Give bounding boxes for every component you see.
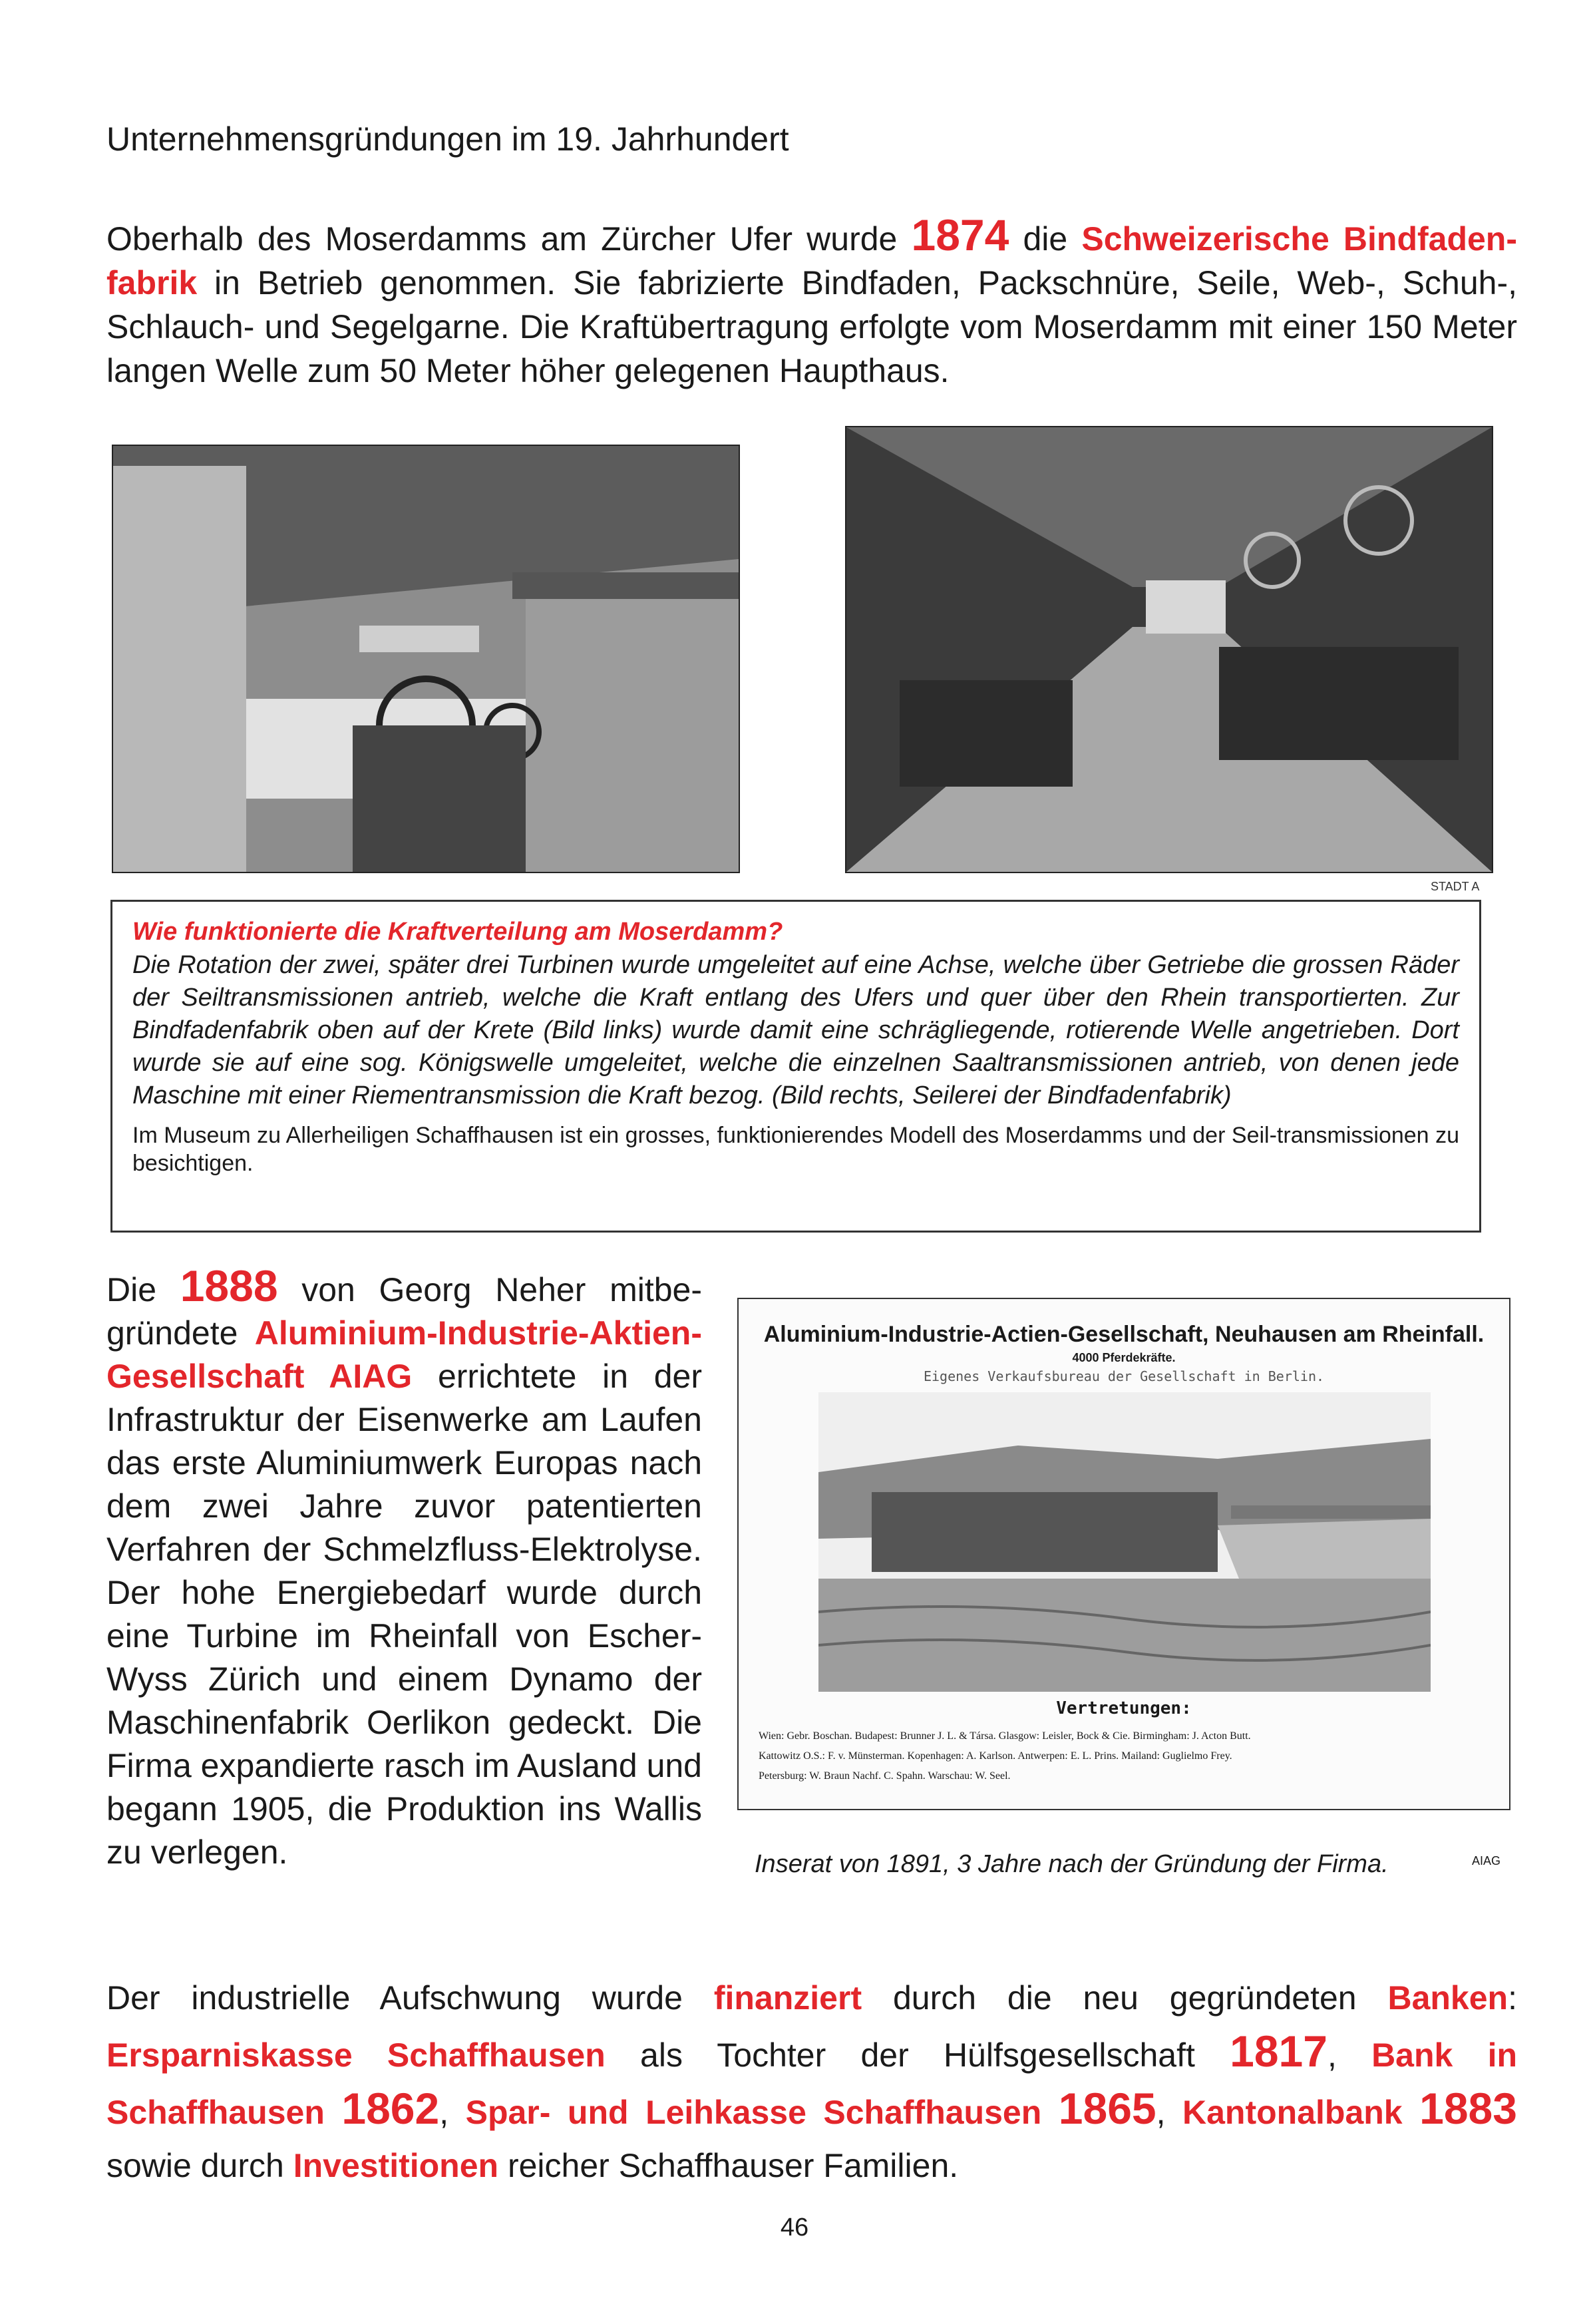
intro-text-3: in Betrieb genommen. Sie fabrizierte Bindfaden, Packschnüre, Seile, Web-, Schuh-, Schlauch- und Segelgarne. Die Kraftübertragung erfolgte vom Moserdamm mit einer 150 Meter langen Welle zum 50 Meter höher gelegenen Haupthaus.	[106, 264, 1517, 389]
finance-year-1865: 1865	[1058, 2084, 1156, 2133]
finance-finanziert: finanziert	[713, 1979, 862, 2017]
finance-paragraph	[106, 1971, 1517, 2192]
finance-spar-leihkasse: Spar- und Leihkasse Schaffhausen	[465, 2094, 1042, 2131]
finance-investitionen: Investitionen	[293, 2147, 499, 2184]
aiag-text-2: von Georg Neher mitbe-gründete	[106, 1271, 702, 1352]
finance-text-8	[1041, 2094, 1059, 2131]
finance-text-2: durch die neu gegründeten	[862, 1979, 1388, 2017]
advertisement-1891	[737, 1298, 1510, 1810]
ad-agents-row-1: Wien: Gebr. Boschan. Budapest: Brunner J. L. & Társa. Glasgow: Leisler, Bock & Cie. Birmingham: J. Acton Butt.	[759, 1730, 1251, 1742]
finance-text-9: ,	[1156, 2094, 1183, 2131]
ad-agents-row-2: Kattowitz O.S.: F. v. Münsterman. Kopenhagen: A. Karlson. Antwerpen: E. L. Prins. Mailand: Guglielmo Frey.	[759, 1750, 1232, 1762]
ad-illustration-rheinfall	[818, 1392, 1431, 1692]
ad-credit: AIAG	[1472, 1854, 1501, 1867]
aiag-company: Aluminium-Industrie-Aktien-Gesellschaft AIAG	[106, 1314, 702, 1395]
finance-banken: Banken	[1387, 1979, 1508, 2017]
page-number: 46	[780, 2214, 809, 2241]
finance-text-12: reicher Schaffhauser Familien.	[498, 2147, 959, 2184]
ad-title: Aluminium-Industrie-Actien-Gesellschaft, Neuhausen am Rheinfall.	[763, 1322, 1485, 1347]
intro-text-2: die	[1009, 220, 1082, 258]
finance-bank-schaffhausen: Bank in Schaffhausen	[106, 2036, 1518, 2131]
ad-berlin-office: Eigenes Verkaufsbureau der Gesellschaft in Berlin.	[923, 1368, 1325, 1384]
finance-text-6	[325, 2094, 342, 2131]
finance-text-11: sowie durch	[106, 2147, 293, 2184]
finance-year-1862: 1862	[341, 2084, 440, 2133]
finance-text-1: Der industrielle Aufschwung wurde	[106, 1979, 714, 2017]
ad-horsepower: 4000 Pferdekräfte.	[1072, 1351, 1176, 1364]
intro-text-1: Oberhalb des Moserdamms am Zürcher Ufer wurde	[106, 220, 912, 258]
photo-moserdamm-factory	[112, 445, 740, 873]
intro-company: Schweizerische Bindfaden-fabrik	[106, 220, 1517, 301]
finance-text-10	[1403, 2094, 1420, 2131]
info-box-title: Wie funktionierte die Kraftverteilung am Moserdamm?	[132, 918, 783, 946]
info-box-text: Die Rotation der zwei, später drei Turbinen wurde umgeleitet auf eine Achse, welche über Getriebe die grossen Räder der Seiltransmissionen antrieb, welche die Kraft entlang des Ufers und quer über den Rhein transportierten. Zur Bindfadenfabrik oben auf der Krete (Bild links) wurde damit eine schrägliegende, rotierende Welle angetrieben. Dort wurde sie auf eine sog. Königswelle umgeleitet, welche die einzelnen Saaltransmissionen antrieb, von denen jede Maschine mit einer Riementransmission die Kraft bezog. (Bild rechts, Seilerei der Bindfadenfabrik)	[132, 951, 1459, 1109]
aiag-text-1: Die	[106, 1271, 180, 1308]
info-box	[110, 900, 1481, 1233]
finance-text-5: ,	[1327, 2036, 1372, 2074]
finance-kantonalbank: Kantonalbank	[1182, 2094, 1403, 2131]
aiag-paragraph	[106, 1261, 702, 1874]
ad-agents-row-3: Petersburg: W. Braun Nachf. C. Spahn. Warschau: W. Seel.	[759, 1770, 1011, 1782]
ad-caption: Inserat von 1891, 3 Jahre nach der Gründung der Firma.	[755, 1850, 1389, 1878]
page-header: Unternehmensgründungen im 19. Jahrhundert	[106, 120, 789, 158]
aiag-text-3: errichtete in der Infrastruktur der Eisenwerke am Laufen das erste Aluminiumwerk Europas nach dem zwei Jahre zuvor patentierten Verfahren der Schmelzfluss-Elektrolyse. Der hohe Energiebedarf wurde durch eine Turbine im Rheinfall von Escher-Wyss Zürich und einem Dynamo der Maschinenfabrik Oerlikon gedeckt. Die Firma expandierte rasch im Ausland und begann 1905, die Produktion ins Wallis zu verlegen.	[106, 1358, 702, 1871]
photo-seilerei-interior	[845, 426, 1493, 873]
aiag-year: 1888	[180, 1261, 278, 1310]
photo-credit: STADT A	[1431, 880, 1480, 893]
finance-text-4: als Tochter der Hülfsgesellschaft	[605, 2036, 1230, 2074]
finance-year-1817: 1817	[1230, 2027, 1327, 2076]
info-box-note: Im Museum zu Allerheiligen Schaffhausen ist ein grosses, funktionierendes Modell des Moserdamms und der Seil-transmissionen zu besichtigen.	[132, 1123, 1459, 1176]
intro-year: 1874	[911, 210, 1009, 260]
finance-ersparniskasse: Ersparniskasse Schaffhausen	[106, 2036, 606, 2074]
finance-text-3: :	[1508, 1979, 1517, 2017]
intro-paragraph	[106, 210, 1517, 393]
finance-text-7: ,	[439, 2094, 466, 2131]
ad-vertretungen-heading: Vertretungen:	[1056, 1698, 1192, 1718]
finance-year-1883: 1883	[1419, 2084, 1517, 2133]
